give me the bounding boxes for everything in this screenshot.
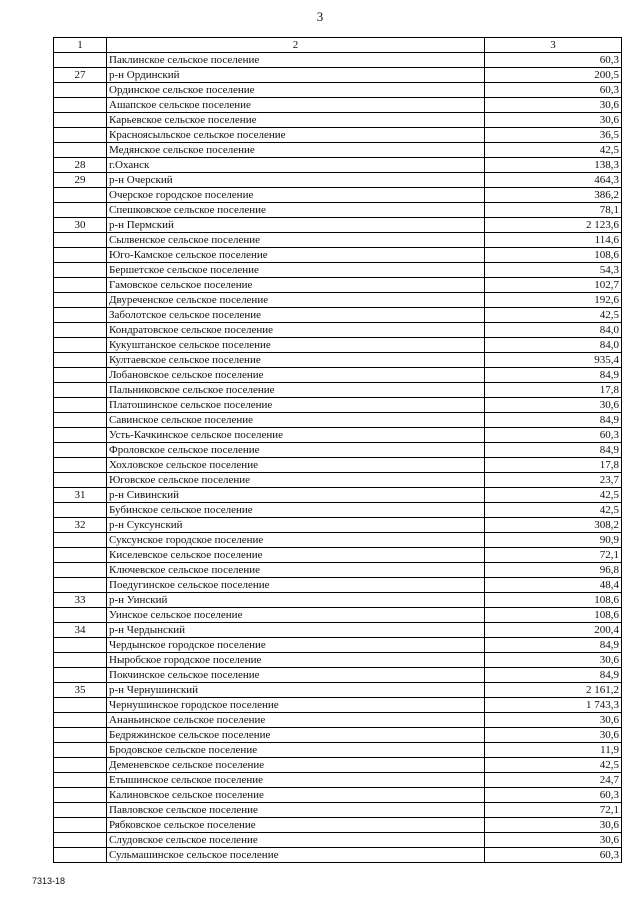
row-value-cell: 72,1 [485,548,622,563]
row-value-cell: 84,9 [485,443,622,458]
row-name-cell: Киселевское сельское поселение [107,548,485,563]
table-row [54,308,622,323]
column-header-3: 3 [485,38,622,53]
table-row [54,443,622,458]
row-number-cell [54,548,107,563]
table-row [54,53,622,68]
row-value-cell: 42,5 [485,308,622,323]
row-number-cell [54,338,107,353]
table-row [54,323,622,338]
row-number-cell: 34 [54,623,107,638]
row-number-cell [54,638,107,653]
row-name-cell: Хохловское сельское поселение [107,458,485,473]
table-row [54,278,622,293]
row-name-cell: Усть-Качкинское сельское поселение [107,428,485,443]
column-header-2: 2 [107,38,485,53]
row-name-cell: Пальниковское сельское поселение [107,383,485,398]
row-value-cell: 102,7 [485,278,622,293]
row-value-cell: 30,6 [485,653,622,668]
table-row [54,713,622,728]
row-value-cell: 42,5 [485,488,622,503]
row-number-cell [54,773,107,788]
row-value-cell: 84,9 [485,368,622,383]
row-value-cell: 386,2 [485,188,622,203]
row-number-cell [54,743,107,758]
row-name-cell: Очерское городское поселение [107,188,485,203]
table-row [54,518,622,533]
row-value-cell: 30,6 [485,833,622,848]
row-name-cell: Медянское сельское поселение [107,143,485,158]
table-row [54,563,622,578]
row-name-cell: Бубинское сельское поселение [107,503,485,518]
table-row [54,818,622,833]
table-row [54,743,622,758]
table-row [54,263,622,278]
table-row [54,353,622,368]
row-name-cell: Бродовское сельское поселение [107,743,485,758]
table-row [54,683,622,698]
row-name-cell: Савинское сельское поселение [107,413,485,428]
row-value-cell: 42,5 [485,143,622,158]
row-number-cell [54,503,107,518]
row-name-cell: р-н Очерский [107,173,485,188]
row-number-cell [54,848,107,863]
table-row [54,248,622,263]
row-value-cell: 84,0 [485,338,622,353]
table-row [54,68,622,83]
table-row [54,413,622,428]
row-value-cell: 2 161,2 [485,683,622,698]
table-row [54,503,622,518]
row-number-cell: 35 [54,683,107,698]
row-value-cell: 30,6 [485,398,622,413]
row-name-cell: Платошинское сельское поселение [107,398,485,413]
table-row [54,698,622,713]
table-row [54,638,622,653]
row-value-cell: 138,3 [485,158,622,173]
row-value-cell: 17,8 [485,383,622,398]
row-number-cell [54,413,107,428]
row-number-cell [54,113,107,128]
row-value-cell: 84,9 [485,638,622,653]
row-name-cell: р-н Уинский [107,593,485,608]
row-name-cell: Деменевское сельское поселение [107,758,485,773]
table-row [54,833,622,848]
table-row [54,98,622,113]
row-name-cell: Кондратовское сельское поселение [107,323,485,338]
table-row [54,608,622,623]
row-number-cell [54,203,107,218]
row-value-cell: 200,5 [485,68,622,83]
row-name-cell: Бедряжинское сельское поселение [107,728,485,743]
row-value-cell: 84,9 [485,668,622,683]
row-value-cell: 42,5 [485,503,622,518]
row-name-cell: Двуреченское сельское поселение [107,293,485,308]
row-number-cell [54,428,107,443]
table-row [54,398,622,413]
row-value-cell: 108,6 [485,593,622,608]
row-name-cell: Лобановское сельское поселение [107,368,485,383]
row-number-cell [54,98,107,113]
row-name-cell: Карьевское сельское поселение [107,113,485,128]
row-value-cell: 60,3 [485,848,622,863]
table-row [54,128,622,143]
row-number-cell [54,728,107,743]
row-name-cell: Ординское сельское поселение [107,83,485,98]
table-row [54,488,622,503]
table-row [54,728,622,743]
table-row [54,848,622,863]
table-row [54,758,622,773]
row-name-cell: Фроловское сельское поселение [107,443,485,458]
row-number-cell [54,143,107,158]
row-number-cell [54,458,107,473]
table-row [54,293,622,308]
row-number-cell [54,128,107,143]
table-body [54,53,622,863]
table-row [54,773,622,788]
row-number-cell: 32 [54,518,107,533]
row-number-cell [54,788,107,803]
table-row [54,788,622,803]
row-number-cell: 28 [54,158,107,173]
row-number-cell [54,398,107,413]
row-name-cell: Кукуштанское сельское поселение [107,338,485,353]
row-number-cell [54,248,107,263]
row-number-cell [54,278,107,293]
row-number-cell [54,368,107,383]
row-name-cell: р-н Суксунский [107,518,485,533]
table-row [54,113,622,128]
row-name-cell: Ашапское сельское поселение [107,98,485,113]
row-name-cell: Паклинское сельское поселение [107,53,485,68]
row-name-cell: г.Оханск [107,158,485,173]
row-name-cell: Чердынское городское поселение [107,638,485,653]
row-value-cell: 60,3 [485,788,622,803]
row-number-cell [54,263,107,278]
row-number-cell [54,383,107,398]
table-row [54,458,622,473]
row-value-cell: 84,0 [485,323,622,338]
table-row [54,473,622,488]
row-number-cell: 27 [54,68,107,83]
row-value-cell: 935,4 [485,353,622,368]
row-value-cell: 48,4 [485,578,622,593]
row-value-cell: 72,1 [485,803,622,818]
row-value-cell: 114,6 [485,233,622,248]
row-value-cell: 84,9 [485,413,622,428]
row-value-cell: 2 123,6 [485,218,622,233]
table-row [54,428,622,443]
row-number-cell [54,698,107,713]
row-number-cell: 31 [54,488,107,503]
table-row [54,188,622,203]
row-name-cell: Красноясыльское сельское поселение [107,128,485,143]
row-value-cell: 200,4 [485,623,622,638]
row-name-cell: Етышинское сельское поселение [107,773,485,788]
row-number-cell [54,833,107,848]
row-name-cell: р-н Ординский [107,68,485,83]
table-header-row [54,38,622,53]
row-value-cell: 1 743,3 [485,698,622,713]
row-value-cell: 30,6 [485,98,622,113]
row-number-cell [54,233,107,248]
table-row [54,593,622,608]
row-number-cell [54,668,107,683]
row-number-cell [54,53,107,68]
row-number-cell [54,563,107,578]
table-row [54,383,622,398]
row-value-cell: 78,1 [485,203,622,218]
row-value-cell: 36,5 [485,128,622,143]
row-name-cell: Покчинское сельское поселение [107,668,485,683]
row-name-cell: Спешковское сельское поселение [107,203,485,218]
row-name-cell: Гамовское сельское поселение [107,278,485,293]
row-number-cell [54,818,107,833]
row-value-cell: 90,9 [485,533,622,548]
row-value-cell: 30,6 [485,713,622,728]
row-number-cell [54,83,107,98]
row-name-cell: р-н Сивинский [107,488,485,503]
row-name-cell: Поедугинское сельское поселение [107,578,485,593]
table-row [54,83,622,98]
table-row [54,623,622,638]
row-name-cell: Калиновское сельское поселение [107,788,485,803]
table-row [54,803,622,818]
row-name-cell: Заболотское сельское поселение [107,308,485,323]
allocation-table [53,37,622,863]
row-name-cell: Чернушинское городское поселение [107,698,485,713]
row-number-cell [54,713,107,728]
row-name-cell: Рябковское сельское поселение [107,818,485,833]
row-name-cell: Бершетское сельское поселение [107,263,485,278]
row-value-cell: 30,6 [485,728,622,743]
row-name-cell: Ключевское сельское поселение [107,563,485,578]
row-value-cell: 17,8 [485,458,622,473]
row-value-cell: 24,7 [485,773,622,788]
table-row [54,368,622,383]
row-name-cell: Ананьинское сельское поселение [107,713,485,728]
row-name-cell: Слудовское сельское поселение [107,833,485,848]
row-name-cell: Павловское сельское поселение [107,803,485,818]
table-row [54,578,622,593]
row-name-cell: Култаевское сельское поселение [107,353,485,368]
row-number-cell [54,533,107,548]
row-name-cell: р-н Пермский [107,218,485,233]
row-number-cell [54,308,107,323]
table-row [54,668,622,683]
table-row [54,233,622,248]
row-value-cell: 60,3 [485,83,622,98]
table-row [54,203,622,218]
row-number-cell [54,353,107,368]
table-row [54,218,622,233]
row-value-cell: 54,3 [485,263,622,278]
row-name-cell: Суксунское городское поселение [107,533,485,548]
row-number-cell [54,188,107,203]
row-number-cell [54,578,107,593]
row-number-cell [54,653,107,668]
row-value-cell: 464,3 [485,173,622,188]
row-name-cell: Уинское сельское поселение [107,608,485,623]
row-value-cell: 108,6 [485,248,622,263]
row-value-cell: 30,6 [485,818,622,833]
row-number-cell [54,608,107,623]
row-number-cell [54,473,107,488]
row-value-cell: 308,2 [485,518,622,533]
row-name-cell: р-н Чернушинский [107,683,485,698]
row-name-cell: Сульмашинское сельское поселение [107,848,485,863]
row-value-cell: 11,9 [485,743,622,758]
row-value-cell: 108,6 [485,608,622,623]
row-number-cell: 30 [54,218,107,233]
row-value-cell: 23,7 [485,473,622,488]
table-row [54,158,622,173]
row-number-cell [54,803,107,818]
row-number-cell [54,293,107,308]
row-number-cell: 33 [54,593,107,608]
page-number: 3 [316,9,324,24]
row-name-cell: Юго-Камское сельское поселение [107,248,485,263]
table-row [54,143,622,158]
row-number-cell [54,758,107,773]
row-name-cell: р-н Чердынский [107,623,485,638]
row-number-cell [54,443,107,458]
row-value-cell: 96,8 [485,563,622,578]
document-code: 7313-18 [32,876,66,886]
row-value-cell: 60,3 [485,428,622,443]
row-number-cell [54,323,107,338]
row-value-cell: 42,5 [485,758,622,773]
row-name-cell: Ныробское городское поселение [107,653,485,668]
column-header-1: 1 [54,38,107,53]
row-value-cell: 30,6 [485,113,622,128]
table-row [54,173,622,188]
table-row [54,548,622,563]
row-name-cell: Сылвенское сельское поселение [107,233,485,248]
table-row [54,338,622,353]
table-row [54,653,622,668]
row-name-cell: Юговское сельское поселение [107,473,485,488]
row-value-cell: 60,3 [485,53,622,68]
row-value-cell: 192,6 [485,293,622,308]
row-number-cell: 29 [54,173,107,188]
table-row [54,533,622,548]
